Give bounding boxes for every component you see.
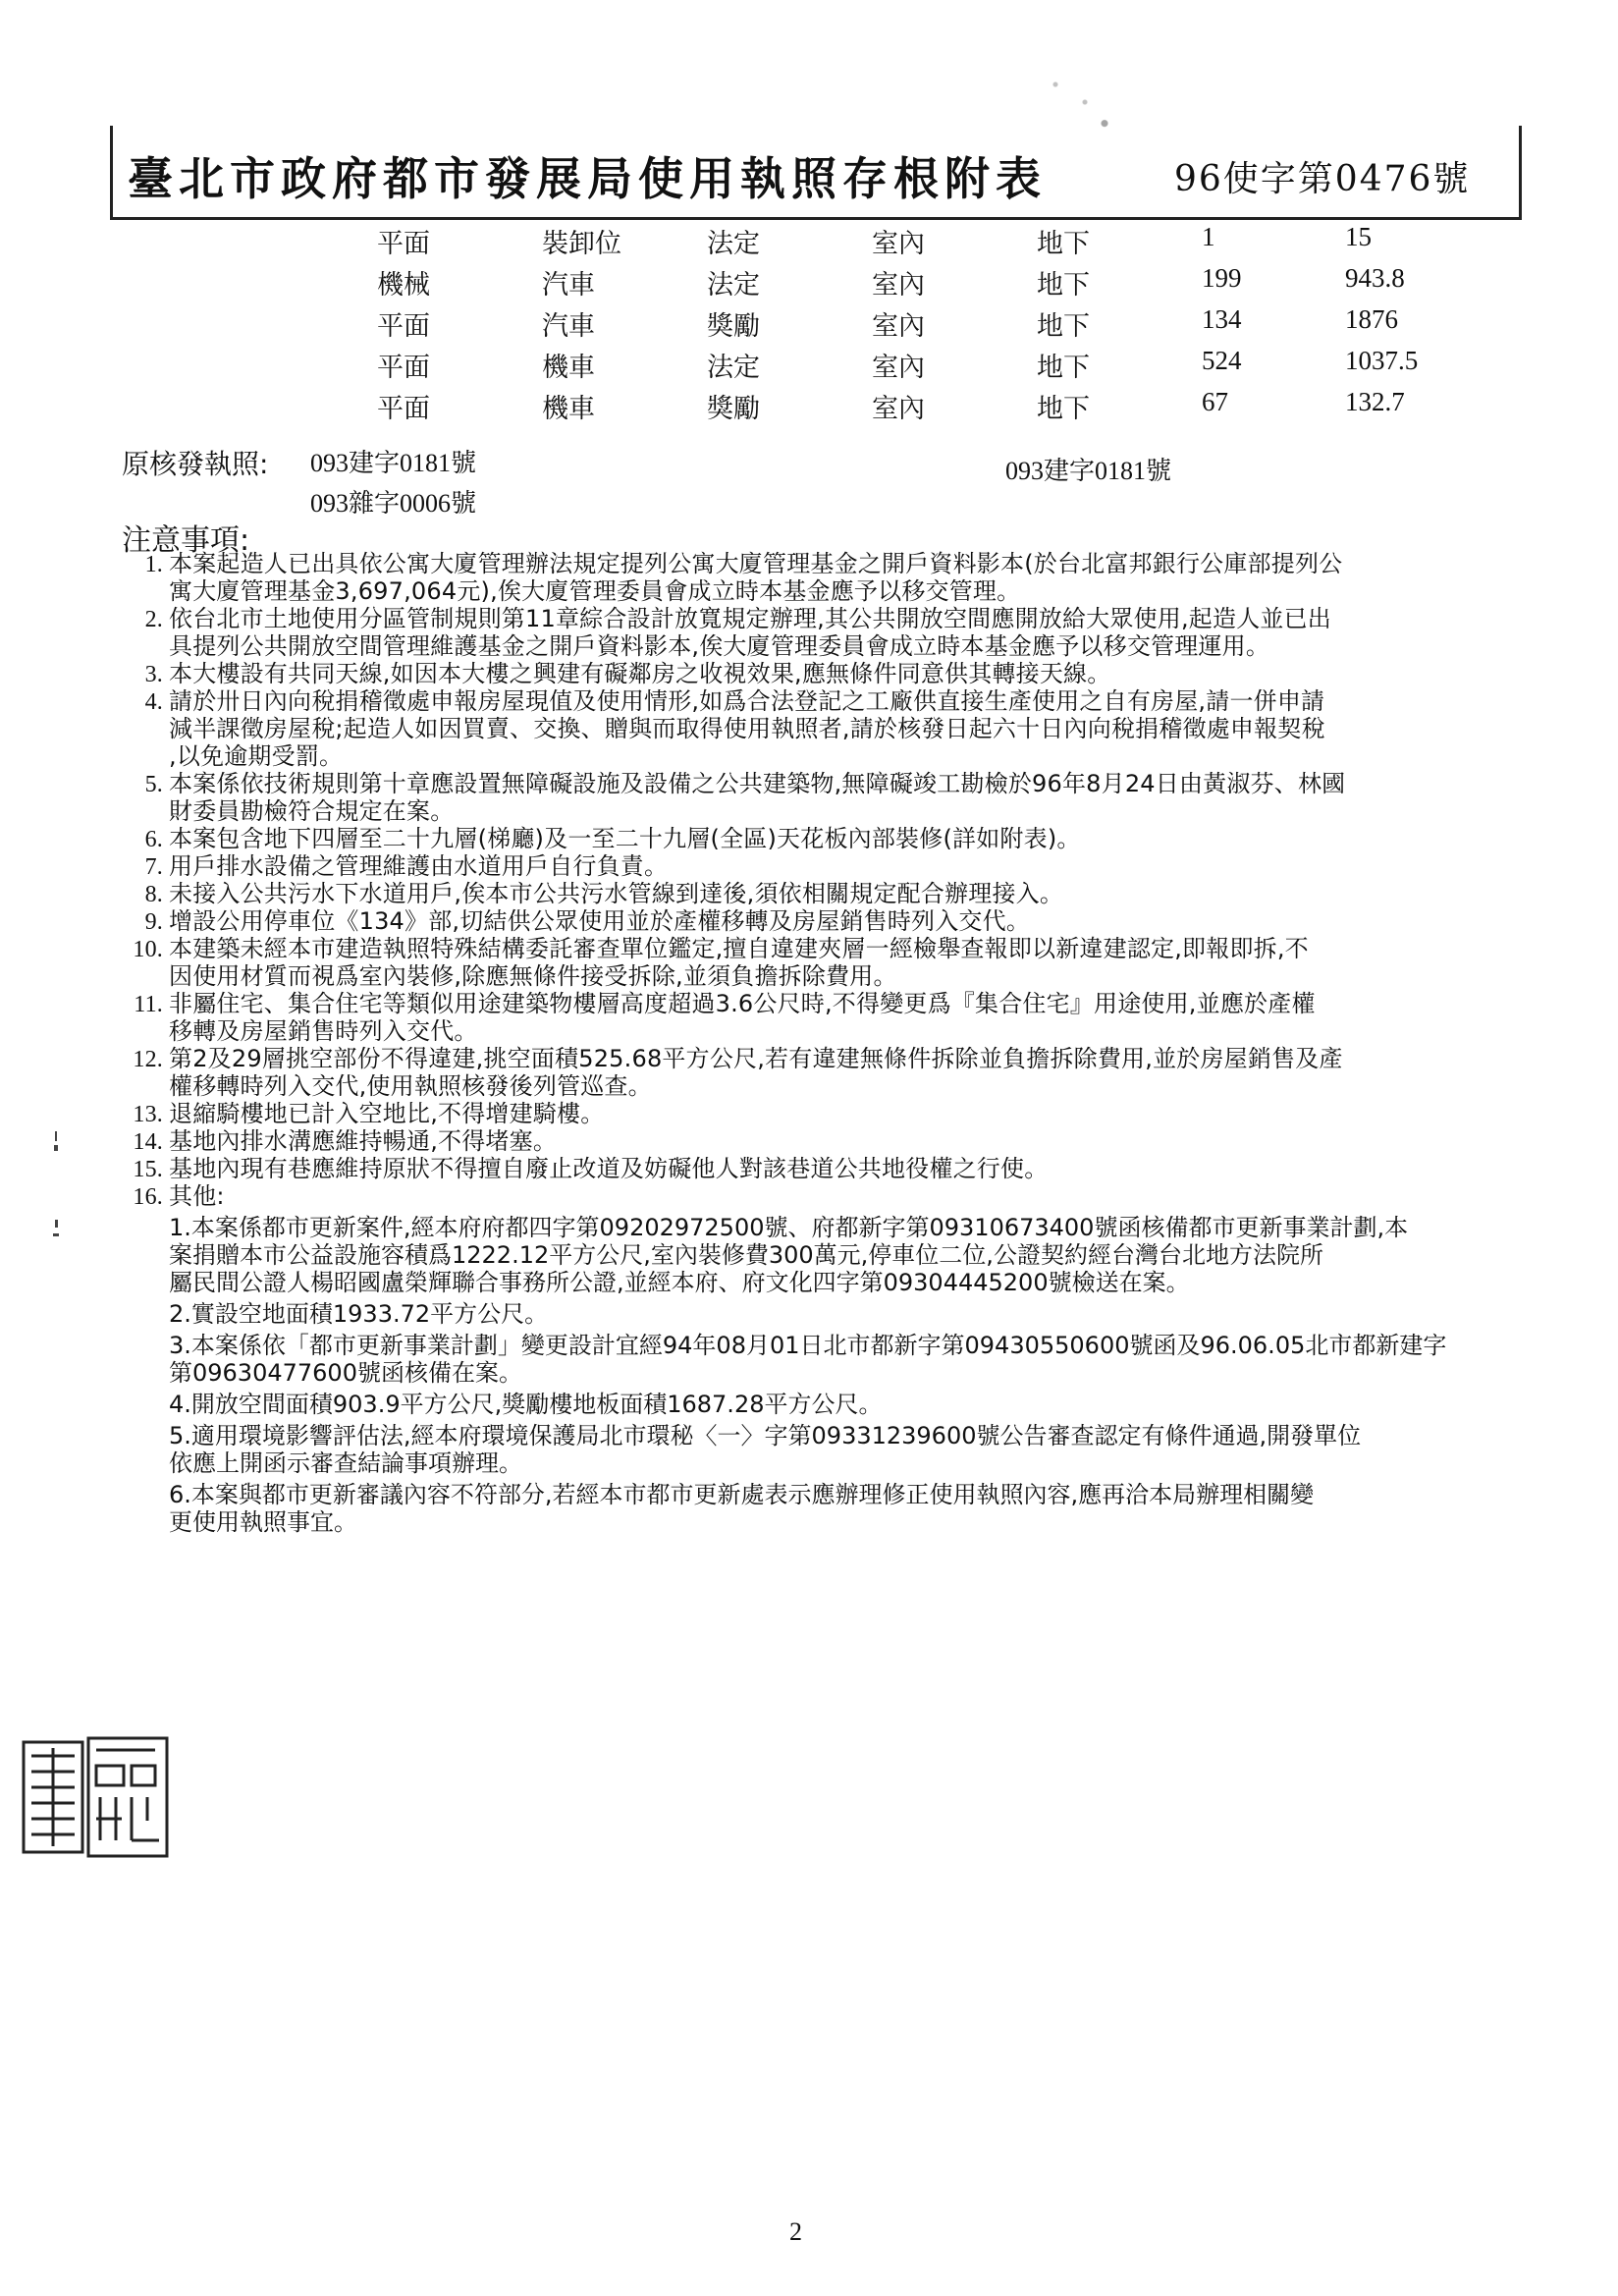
note-text: 未接入公共污水下水道用戶,俟本市公共污水管線到達後,須依相關規定配合辦理接入。 <box>169 880 1064 907</box>
cell-type: 平面 <box>377 353 430 383</box>
note-text: 第2及29層挑空部份不得違建,挑空面積525.68平方公尺,若有違建無條件拆除並負擔拆除費用,並於房屋銷售及產 <box>169 1045 1343 1072</box>
note-text: 依台北市土地使用分區管制規則第11章綜合設計放寬規定辦理,其公共開放空間應開放給大眾使用,起造人並已出 <box>169 605 1331 632</box>
other-item-line: 依應上開函示審查結論事項辦理。 <box>169 1449 522 1477</box>
cell-kind: 機車 <box>542 394 595 424</box>
note-text: 具提列公共開放空間管理維護基金之開戶資料影本,俟大廈管理委員會成立時本基金應予以移交管理運用。 <box>169 632 1270 660</box>
other-item <box>128 1300 1534 1328</box>
note-line <box>128 1127 1534 1155</box>
cell-area: 132.7 <box>1345 387 1405 416</box>
note-line <box>128 825 1534 852</box>
other-item-line: 3.本案係依「都市更新事業計劃」變更設計宜經94年08月01日北市都新字第09430550600號函及96.06.05北市都新建字 <box>169 1332 1447 1359</box>
cell-kind: 汽車 <box>542 270 595 301</box>
note-text: 增設公用停車位《134》部,切結供公眾使用並於產權移轉及房屋銷售時列入交代。 <box>169 907 1031 935</box>
note-number: 2. <box>144 607 163 632</box>
note-item <box>128 907 1534 935</box>
scan-edge-marks <box>51 1131 63 1279</box>
note-item <box>128 605 1534 660</box>
cell-area: 943.8 <box>1345 263 1405 293</box>
note-number: 12. <box>133 1047 163 1072</box>
other-item <box>128 1422 1534 1477</box>
note-line <box>128 880 1534 907</box>
other-item <box>128 1332 1534 1387</box>
note-line <box>128 990 1534 1017</box>
page-number: 2 <box>789 2217 802 2246</box>
note-text: 退縮騎樓地已計入空地比,不得增建騎樓。 <box>169 1100 605 1127</box>
note-text: 因使用材質而視爲室內裝修,除應無條件接受拆除,並須負擔拆除費用。 <box>169 962 897 990</box>
note-line <box>128 660 1534 687</box>
cell-level: 地下 <box>1037 229 1090 259</box>
original-permit-1: 093建字0181號 <box>310 449 477 477</box>
note-text: 基地內排水溝應維持暢通,不得堵塞。 <box>169 1127 558 1155</box>
note-number: 10. <box>133 937 163 962</box>
cell-basis: 獎勵 <box>707 394 760 424</box>
note-line <box>128 797 1534 825</box>
note-text: 基地內現有巷應維持原狀不得擅自廢止改道及妨礙他人對該巷道公共地役權之行使。 <box>169 1155 1049 1182</box>
note-item <box>128 880 1534 907</box>
note-item <box>128 770 1534 825</box>
cell-basis: 法定 <box>707 229 760 259</box>
note-line <box>128 907 1534 935</box>
permit-number: 96使字第0476號 <box>1174 159 1471 199</box>
note-item <box>128 1100 1534 1127</box>
cell-count: 67 <box>1202 387 1228 416</box>
note-text: 用戶排水設備之管理維護由水道用戶自行負責。 <box>169 852 669 880</box>
original-permits-label: 原核發執照: <box>122 448 269 480</box>
other-item <box>128 1214 1534 1296</box>
cell-basis: 法定 <box>707 270 760 301</box>
cell-location: 室內 <box>872 270 925 301</box>
cell-basis: 法定 <box>707 353 760 383</box>
note-text: 寓大廈管理基金3,697,064元),俟大廈管理委員會成立時本基金應予以移交管理。 <box>169 577 1021 605</box>
other-item-line: 案捐贈本市公益設施容積爲1222.12平方公尺,室內裝修費300萬元,停車位二位,公證契約經台灣台北地方法院所 <box>169 1241 1323 1269</box>
note-line <box>128 632 1534 660</box>
note-number: 14. <box>133 1129 163 1155</box>
official-seal-stamp <box>22 1736 171 1858</box>
note-line <box>128 770 1534 797</box>
note-line <box>128 1155 1534 1182</box>
other-item-line: 屬民間公證人楊昭國盧榮輝聯合事務所公證,並經本府、府文化四字第09304445200號檢送在案。 <box>169 1269 1190 1296</box>
note-number: 3. <box>144 662 163 687</box>
note-item <box>128 825 1534 852</box>
note-text: 本案係依技術規則第十章應設置無障礙設施及設備之公共建築物,無障礙竣工勘檢於96年8月24日由黃淑芬、林國 <box>169 770 1346 797</box>
original-permit-2: 093雜字0006號 <box>310 489 477 518</box>
cell-location: 室內 <box>872 229 925 259</box>
cell-location: 室內 <box>872 394 925 424</box>
note-item <box>128 990 1534 1045</box>
cell-location: 室內 <box>872 311 925 342</box>
note-text: 本大樓設有共同天線,如因本大樓之興建有礙鄰房之收視效果,應無條件同意供其轉接天線。 <box>169 660 1111 687</box>
cell-area: 1876 <box>1345 304 1398 334</box>
note-line <box>128 1045 1534 1072</box>
note-number: 13. <box>133 1102 163 1127</box>
note-text: 其他: <box>169 1182 225 1210</box>
page-title: 臺北市政府都市發展局使用執照存根附表 <box>128 152 1047 205</box>
note-number: 1. <box>144 552 163 577</box>
note-number: 4. <box>144 689 163 715</box>
note-text: 權移轉時列入交代,使用執照核發後列管巡查。 <box>169 1072 652 1100</box>
notes-list <box>128 550 1534 1536</box>
note-line <box>128 577 1534 605</box>
note-item <box>128 660 1534 687</box>
note-line <box>128 852 1534 880</box>
note-line <box>128 1072 1534 1100</box>
note-text: 請於卅日內向稅捐稽徵處申報房屋現值及使用情形,如爲合法登記之工廠供直接生產使用之自有房屋,請一併申請 <box>169 687 1325 715</box>
note-text: 財委員勘檢符合規定在案。 <box>169 797 455 825</box>
note-text: 本建築未經本市建造執照特殊結構委託審查單位鑑定,擅自違建夾層一經檢舉查報即以新違建認定,即報即拆,不 <box>169 935 1309 962</box>
note-item <box>128 1127 1534 1155</box>
cell-area: 15 <box>1345 222 1372 251</box>
other-item-line: 5.適用環境影響評估法,經本府環境保護局北市環秘〈一〉字第09331239600號公告審查認定有條件通過,開發單位 <box>169 1422 1362 1449</box>
note-line <box>128 742 1534 770</box>
note-number: 11. <box>134 992 163 1017</box>
note-item <box>128 852 1534 880</box>
note-item <box>128 687 1534 770</box>
note-item <box>128 1045 1534 1100</box>
cell-type: 平面 <box>377 229 430 259</box>
notes-title: 注意事項: <box>122 523 250 558</box>
note-line <box>128 962 1534 990</box>
note-text: 非屬住宅、集合住宅等類似用途建築物樓層高度超過3.6公尺時,不得變更爲『集合住宅』用途使用,並應於產權 <box>169 990 1316 1017</box>
cell-kind: 裝卸位 <box>542 229 621 259</box>
cell-level: 地下 <box>1037 311 1090 342</box>
other-item-line: 6.本案與都市更新審議內容不符部分,若經本市都市更新處表示應辦理修正使用執照內容,應再洽本局辦理相關變 <box>169 1481 1315 1508</box>
cell-level: 地下 <box>1037 353 1090 383</box>
note-line <box>128 1182 1534 1210</box>
note-line <box>128 687 1534 715</box>
cell-level: 地下 <box>1037 270 1090 301</box>
cell-type: 平面 <box>377 311 430 342</box>
other-item-line: 1.本案係都市更新案件,經本府府都四字第09202972500號、府都新字第09310673400號函核備都市更新事業計劃,本 <box>169 1214 1409 1241</box>
cell-type: 機械 <box>377 270 430 301</box>
other-item-line: 第09630477600號函核備在案。 <box>169 1359 522 1387</box>
other-item <box>128 1391 1534 1418</box>
note-item <box>128 1182 1534 1210</box>
note-item <box>128 1155 1534 1182</box>
cell-level: 地下 <box>1037 394 1090 424</box>
other-item-line: 更使用執照事宜。 <box>169 1508 357 1536</box>
note-number: 7. <box>144 854 163 880</box>
other-item-line: 4.開放空間面積903.9平方公尺,獎勵樓地板面積1687.28平方公尺。 <box>169 1391 883 1418</box>
note-line <box>128 605 1534 632</box>
note-text: ,以免逾期受罰。 <box>169 742 344 770</box>
scan-marks <box>938 20 1134 137</box>
original-permit-right: 093建字0181號 <box>1005 457 1172 485</box>
other-item-line: 2.實設空地面積1933.72平方公尺。 <box>169 1300 549 1328</box>
cell-count: 524 <box>1202 346 1242 375</box>
note-line <box>128 550 1534 577</box>
cell-basis: 獎勵 <box>707 311 760 342</box>
note-number: 6. <box>144 827 163 852</box>
note-text: 減半課徵房屋稅;起造人如因買賣、交換、贈與而取得使用執照者,請於核發日起六十日內向稅捐稽徵處申報契稅 <box>169 715 1325 742</box>
note-text: 本案包含地下四層至二十九層(梯廳)及一至二十九層(全區)天花板內部裝修(詳如附表)。 <box>169 825 1081 852</box>
cell-count: 1 <box>1202 222 1215 251</box>
note-line <box>128 1100 1534 1127</box>
note-line <box>128 715 1534 742</box>
cell-kind: 汽車 <box>542 311 595 342</box>
cell-kind: 機車 <box>542 353 595 383</box>
note-item <box>128 935 1534 990</box>
note-line <box>128 1017 1534 1045</box>
note-number: 5. <box>144 772 163 797</box>
note-number: 16. <box>133 1184 163 1210</box>
cell-count: 199 <box>1202 263 1242 293</box>
note-item <box>128 550 1534 605</box>
other-item <box>128 1481 1534 1536</box>
cell-location: 室內 <box>872 353 925 383</box>
note-number: 15. <box>133 1157 163 1182</box>
note-line <box>128 935 1534 962</box>
cell-count: 134 <box>1202 304 1242 334</box>
note-text: 移轉及房屋銷售時列入交代。 <box>169 1017 478 1045</box>
note-number: 9. <box>144 909 163 935</box>
cell-area: 1037.5 <box>1345 346 1419 375</box>
cell-type: 平面 <box>377 394 430 424</box>
note-text: 本案起造人已出具依公寓大廈管理辦法規定提列公寓大廈管理基金之開戶資料影本(於台北富邦銀行公庫部提列公 <box>169 550 1343 577</box>
note-number: 8. <box>144 882 163 907</box>
